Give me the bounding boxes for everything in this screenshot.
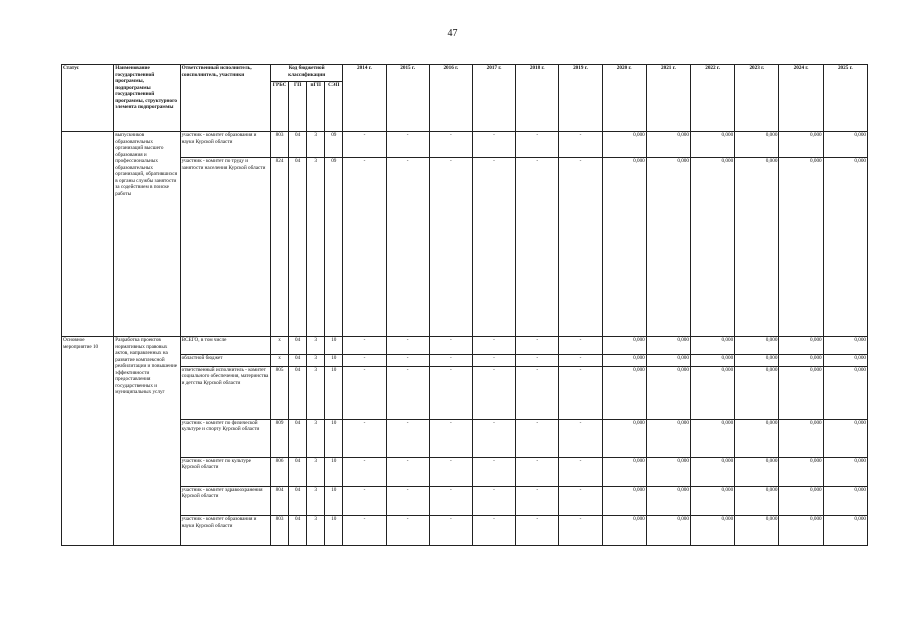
value-cell: - bbox=[343, 486, 386, 515]
grbs-cell: х bbox=[271, 337, 289, 355]
gp-cell: 04 bbox=[289, 516, 307, 546]
pgp-cell: 3 bbox=[307, 419, 325, 457]
value-cell: 0,000 bbox=[646, 486, 690, 515]
responsible-cell: областной бюджет bbox=[180, 354, 270, 366]
value-cell: 0,000 bbox=[690, 457, 734, 486]
value-cell: - bbox=[516, 132, 559, 158]
value-cell: - bbox=[559, 354, 602, 366]
value-cell: 0,000 bbox=[646, 419, 690, 457]
value-cell: - bbox=[472, 516, 515, 546]
header-name: Наименование государственной программы, подпрограммы государственной программы, структурного элемента подпрограммы bbox=[114, 65, 180, 132]
pgp-cell: 3 bbox=[307, 516, 325, 546]
responsible-cell: участник - комитет по физической культуре и спорту Курской области bbox=[180, 419, 270, 457]
value-cell: - bbox=[429, 486, 472, 515]
value-cell: - bbox=[559, 158, 602, 337]
grbs-cell: 804 bbox=[271, 486, 289, 515]
value-cell: 0,000 bbox=[690, 158, 734, 337]
value-cell: - bbox=[343, 457, 386, 486]
responsible-cell: участник - комитет по культуре Курской области bbox=[180, 457, 270, 486]
value-cell: 0,000 bbox=[735, 419, 779, 457]
value-cell: 0,000 bbox=[735, 486, 779, 515]
value-cell: 0,000 bbox=[823, 457, 867, 486]
table-row bbox=[62, 419, 868, 457]
table-row bbox=[62, 158, 868, 337]
value-cell: - bbox=[559, 457, 602, 486]
pgp-cell: 3 bbox=[307, 366, 325, 419]
value-cell: - bbox=[343, 516, 386, 546]
table-row bbox=[62, 354, 868, 366]
responsible-cell: ВСЕГО, в том числе bbox=[180, 337, 270, 355]
value-cell: - bbox=[429, 132, 472, 158]
header-row bbox=[62, 65, 868, 82]
value-cell: - bbox=[516, 158, 559, 337]
sem-cell: 10 bbox=[325, 354, 343, 366]
value-cell: - bbox=[429, 354, 472, 366]
value-cell: - bbox=[559, 419, 602, 457]
value-cell: 0,000 bbox=[646, 457, 690, 486]
value-cell: 0,000 bbox=[690, 516, 734, 546]
responsible-cell: ответственный исполнитель - комитет социального обеспечения, материнства и детства Курской области bbox=[180, 366, 270, 419]
value-cell: - bbox=[429, 516, 472, 546]
value-cell: 0,000 bbox=[779, 516, 823, 546]
value-cell: - bbox=[559, 486, 602, 515]
value-cell: 0,000 bbox=[823, 158, 867, 337]
sem-cell: 10 bbox=[325, 457, 343, 486]
header-year: 2021 г. bbox=[646, 65, 690, 132]
value-cell: - bbox=[386, 366, 429, 419]
responsible-cell: участник - комитет по труду и занятости населения Курской области bbox=[180, 158, 270, 337]
value-cell: 0,000 bbox=[779, 337, 823, 355]
header-year: 2024 г. bbox=[779, 65, 823, 132]
value-cell: 0,000 bbox=[779, 419, 823, 457]
value-cell: - bbox=[386, 132, 429, 158]
value-cell: 0,000 bbox=[602, 132, 646, 158]
value-cell: 0,000 bbox=[735, 132, 779, 158]
value-cell: 0,000 bbox=[823, 516, 867, 546]
header-responsible: Ответственный исполнитель, соисполнитель, участники bbox=[180, 65, 270, 132]
value-cell: - bbox=[429, 366, 472, 419]
gp-cell: 04 bbox=[289, 419, 307, 457]
value-cell: 0,000 bbox=[646, 354, 690, 366]
value-cell: 0,000 bbox=[735, 158, 779, 337]
value-cell: 0,000 bbox=[779, 366, 823, 419]
sem-cell: 10 bbox=[325, 486, 343, 515]
grbs-cell: х bbox=[271, 354, 289, 366]
value-cell: 0,000 bbox=[735, 337, 779, 355]
value-cell: - bbox=[429, 158, 472, 337]
value-cell: - bbox=[386, 457, 429, 486]
value-cell: 0,000 bbox=[823, 337, 867, 355]
responsible-cell: участник - комитет образования и науки Курской области bbox=[180, 516, 270, 546]
value-cell: 0,000 bbox=[690, 366, 734, 419]
table-row bbox=[62, 457, 868, 486]
header-gp: ГП bbox=[289, 81, 307, 132]
value-cell: - bbox=[472, 132, 515, 158]
value-cell: - bbox=[516, 457, 559, 486]
value-cell: 0,000 bbox=[735, 354, 779, 366]
value-cell: - bbox=[472, 354, 515, 366]
sem-cell: 09 bbox=[325, 132, 343, 158]
grbs-cell: 803 bbox=[271, 516, 289, 546]
value-cell: - bbox=[472, 419, 515, 457]
table-row bbox=[62, 132, 868, 158]
gp-cell: 04 bbox=[289, 366, 307, 419]
value-cell: 0,000 bbox=[646, 132, 690, 158]
value-cell: - bbox=[343, 132, 386, 158]
value-cell: 0,000 bbox=[823, 132, 867, 158]
value-cell: - bbox=[559, 337, 602, 355]
grbs-cell: 803 bbox=[271, 132, 289, 158]
header-year: 2019 г. bbox=[559, 65, 602, 132]
header-grbs: ГРБС bbox=[271, 81, 289, 132]
value-cell: - bbox=[386, 354, 429, 366]
header-year: 2020 г. bbox=[602, 65, 646, 132]
value-cell: - bbox=[472, 366, 515, 419]
value-cell: 0,000 bbox=[690, 354, 734, 366]
value-cell: 0,000 bbox=[690, 132, 734, 158]
header-year: 2015 г. bbox=[386, 65, 429, 132]
header-year: 2023 г. bbox=[735, 65, 779, 132]
program-name-cell: Разработка проектов нормативных правовых актов, направленных на развитие комплексной реабилитации и повышение эффективности предоставления государственных и муниципальных услуг bbox=[114, 337, 180, 546]
value-cell: - bbox=[516, 354, 559, 366]
sem-cell: 10 bbox=[325, 516, 343, 546]
status-cell bbox=[62, 132, 114, 337]
sem-cell: 10 bbox=[325, 419, 343, 457]
value-cell: 0,000 bbox=[602, 158, 646, 337]
gp-cell: 04 bbox=[289, 132, 307, 158]
value-cell: 0,000 bbox=[779, 158, 823, 337]
value-cell: 0,000 bbox=[690, 419, 734, 457]
header-pgp: пГП bbox=[307, 81, 325, 132]
sem-cell: 10 bbox=[325, 337, 343, 355]
value-cell: - bbox=[429, 419, 472, 457]
value-cell: - bbox=[472, 158, 515, 337]
value-cell: 0,000 bbox=[602, 354, 646, 366]
value-cell: - bbox=[386, 158, 429, 337]
grbs-cell: 805 bbox=[271, 366, 289, 419]
header-year: 2014 г. bbox=[343, 65, 386, 132]
value-cell: 0,000 bbox=[646, 158, 690, 337]
pgp-cell: 3 bbox=[307, 354, 325, 366]
value-cell: 0,000 bbox=[779, 132, 823, 158]
value-cell: 0,000 bbox=[779, 457, 823, 486]
value-cell: - bbox=[386, 516, 429, 546]
value-cell: - bbox=[516, 419, 559, 457]
value-cell: - bbox=[559, 516, 602, 546]
value-cell: 0,000 bbox=[735, 366, 779, 419]
value-cell: - bbox=[429, 337, 472, 355]
value-cell: 0,000 bbox=[823, 354, 867, 366]
value-cell: - bbox=[516, 366, 559, 419]
sem-cell: 10 bbox=[325, 366, 343, 419]
value-cell: 0,000 bbox=[690, 337, 734, 355]
pgp-cell: 3 bbox=[307, 457, 325, 486]
header-sem: СЭП bbox=[325, 81, 343, 132]
value-cell: - bbox=[516, 337, 559, 355]
pgp-cell: 3 bbox=[307, 337, 325, 355]
table-row bbox=[62, 486, 868, 515]
value-cell: - bbox=[429, 457, 472, 486]
gp-cell: 04 bbox=[289, 337, 307, 355]
value-cell: - bbox=[343, 419, 386, 457]
responsible-cell: участник - комитет образования и науки Курской области bbox=[180, 132, 270, 158]
program-name-cell: выпускников образовательных организаций высшего образования и профессиональных образовательных организаций, обратившихся в органы службы занятости за содействием в поиске работы bbox=[114, 132, 180, 337]
pgp-cell: 3 bbox=[307, 158, 325, 337]
value-cell: 0,000 bbox=[779, 486, 823, 515]
value-cell: 0,000 bbox=[602, 516, 646, 546]
value-cell: - bbox=[559, 366, 602, 419]
header-year: 2018 г. bbox=[516, 65, 559, 132]
value-cell: - bbox=[472, 337, 515, 355]
gp-cell: 04 bbox=[289, 158, 307, 337]
table-row bbox=[62, 366, 868, 419]
value-cell: - bbox=[343, 158, 386, 337]
grbs-cell: 824 bbox=[271, 158, 289, 337]
value-cell: - bbox=[559, 132, 602, 158]
gp-cell: 04 bbox=[289, 486, 307, 515]
table-row bbox=[62, 516, 868, 546]
header-year: 2022 г. bbox=[690, 65, 734, 132]
value-cell: - bbox=[386, 486, 429, 515]
value-cell: 0,000 bbox=[823, 419, 867, 457]
value-cell: - bbox=[386, 419, 429, 457]
status-cell: Основное мероприятие 10 bbox=[62, 337, 114, 546]
header-budget-code: Код бюджетной классификации bbox=[271, 65, 343, 82]
gp-cell: 04 bbox=[289, 354, 307, 366]
gp-cell: 04 bbox=[289, 457, 307, 486]
value-cell: 0,000 bbox=[735, 457, 779, 486]
pgp-cell: 3 bbox=[307, 132, 325, 158]
value-cell: - bbox=[472, 457, 515, 486]
value-cell: - bbox=[386, 337, 429, 355]
value-cell: - bbox=[516, 516, 559, 546]
value-cell: 0,000 bbox=[690, 486, 734, 515]
value-cell: 0,000 bbox=[602, 486, 646, 515]
sem-cell: 09 bbox=[325, 158, 343, 337]
responsible-cell: участник - комитет здравоохранения Курской области bbox=[180, 486, 270, 515]
value-cell: - bbox=[343, 366, 386, 419]
value-cell: - bbox=[343, 337, 386, 355]
value-cell: - bbox=[516, 486, 559, 515]
pgp-cell: 3 bbox=[307, 486, 325, 515]
header-status: Статус bbox=[62, 65, 114, 132]
budget-table bbox=[61, 64, 868, 546]
value-cell: 0,000 bbox=[602, 366, 646, 419]
value-cell: 0,000 bbox=[646, 516, 690, 546]
header-year: 2016 г. bbox=[429, 65, 472, 132]
value-cell: - bbox=[472, 486, 515, 515]
value-cell: 0,000 bbox=[735, 516, 779, 546]
table-row bbox=[62, 337, 868, 355]
header-year: 2025 г. bbox=[823, 65, 867, 132]
value-cell: 0,000 bbox=[602, 419, 646, 457]
grbs-cell: 809 bbox=[271, 419, 289, 457]
value-cell: 0,000 bbox=[602, 337, 646, 355]
value-cell: 0,000 bbox=[646, 337, 690, 355]
grbs-cell: 806 bbox=[271, 457, 289, 486]
value-cell: 0,000 bbox=[779, 354, 823, 366]
value-cell: 0,000 bbox=[646, 366, 690, 419]
value-cell: 0,000 bbox=[823, 486, 867, 515]
value-cell: 0,000 bbox=[823, 366, 867, 419]
value-cell: - bbox=[343, 354, 386, 366]
header-year: 2017 г. bbox=[472, 65, 515, 132]
page-number: 47 bbox=[447, 28, 458, 39]
value-cell: 0,000 bbox=[602, 457, 646, 486]
